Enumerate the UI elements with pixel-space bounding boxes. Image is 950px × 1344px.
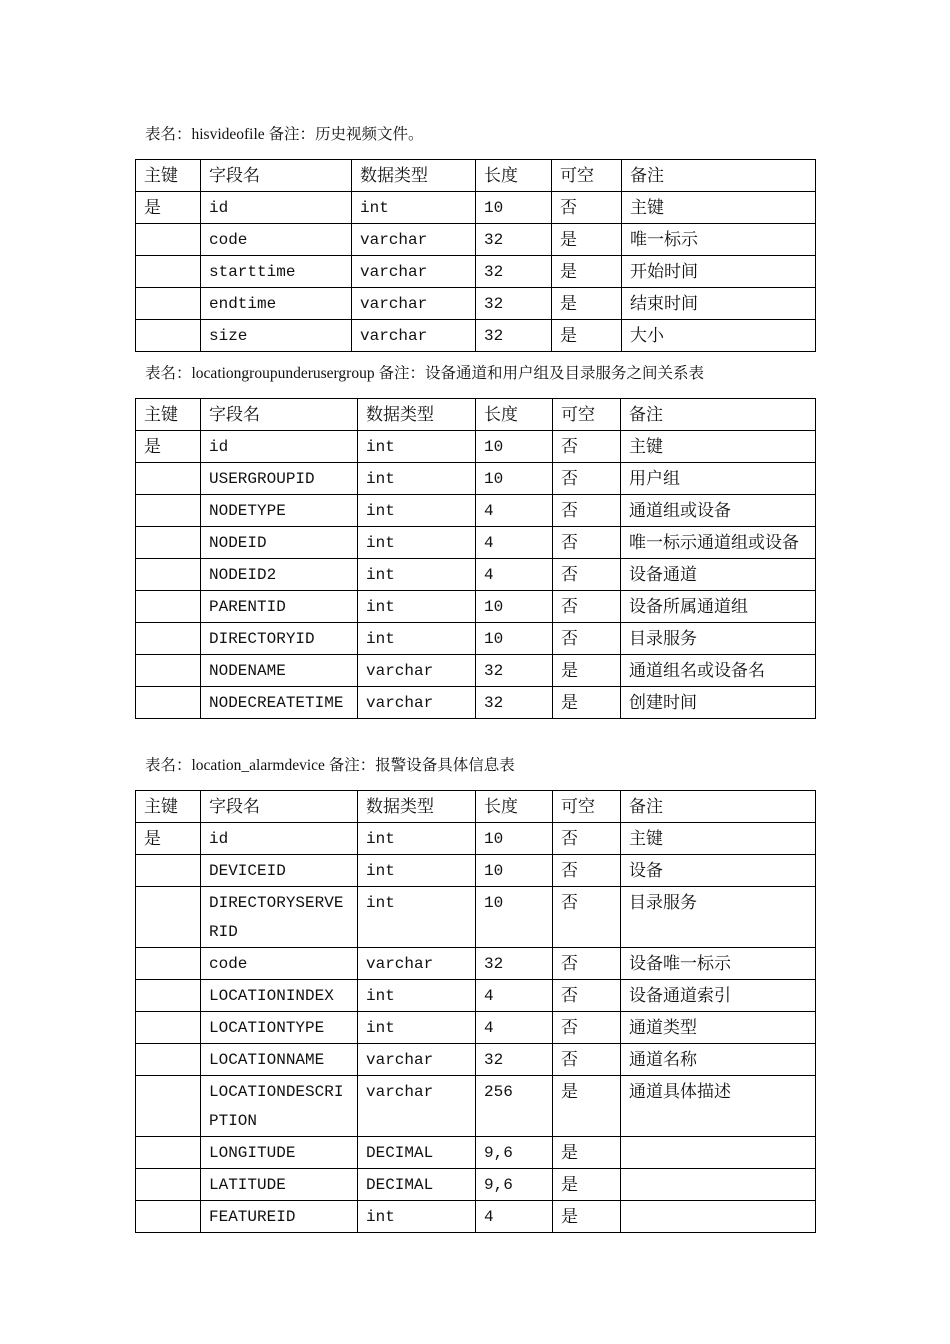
nullable-cell: 是 [553, 655, 621, 687]
data-type-cell: varchar [358, 948, 476, 980]
table-row [136, 948, 816, 980]
data-type-cell: int [358, 980, 476, 1012]
column-header: 主键 [136, 399, 201, 431]
header-row [136, 791, 816, 823]
table-row [136, 1044, 816, 1076]
column-header: 字段名 [201, 791, 358, 823]
length-cell: 10 [476, 823, 553, 855]
table-caption: 表名：hisvideofile 备注：历史视频文件。 [145, 126, 424, 143]
remark-cell: 大小 [622, 320, 816, 352]
primary-key-cell [136, 1169, 201, 1201]
table-row [136, 855, 816, 887]
data-type-cell: int [358, 431, 476, 463]
length-cell: 32 [476, 1044, 553, 1076]
column-header: 长度 [476, 399, 553, 431]
remark-cell: 开始时间 [622, 256, 816, 288]
nullable-cell: 否 [553, 463, 621, 495]
header-row [136, 160, 816, 192]
length-cell: 32 [476, 288, 552, 320]
primary-key-cell [136, 224, 201, 256]
field-name-cell: NODEID2 [201, 559, 358, 591]
data-type-cell: int [358, 495, 476, 527]
remark-cell: 通道组名或设备名 [621, 655, 816, 687]
field-name-cell: code [201, 948, 358, 980]
primary-key-cell [136, 591, 201, 623]
field-name-cell: LOCATIONNAME [201, 1044, 358, 1076]
length-cell: 4 [476, 495, 553, 527]
length-cell: 10 [476, 623, 553, 655]
length-cell: 256 [476, 1076, 553, 1137]
remark-cell [621, 1137, 816, 1169]
length-cell: 10 [476, 431, 553, 463]
field-name-cell: code [201, 224, 352, 256]
field-name-cell: id [201, 431, 358, 463]
remark-cell: 设备通道索引 [621, 980, 816, 1012]
primary-key-cell [136, 463, 201, 495]
length-cell: 10 [476, 855, 553, 887]
data-type-cell: varchar [358, 1044, 476, 1076]
table-row [136, 655, 816, 687]
remark-cell: 目录服务 [621, 623, 816, 655]
field-name-cell: DIRECTORYID [201, 623, 358, 655]
table-row [136, 256, 816, 288]
length-cell: 32 [476, 224, 552, 256]
primary-key-cell [136, 1012, 201, 1044]
data-type-cell: int [358, 623, 476, 655]
length-cell: 9,6 [476, 1137, 553, 1169]
primary-key-cell: 是 [136, 823, 201, 855]
field-name-cell: starttime [201, 256, 352, 288]
length-cell: 32 [476, 948, 553, 980]
nullable-cell: 否 [553, 1044, 621, 1076]
column-header: 可空 [553, 399, 621, 431]
nullable-cell: 否 [553, 980, 621, 1012]
data-type-cell: varchar [358, 1076, 476, 1137]
primary-key-cell: 是 [136, 431, 201, 463]
nullable-cell: 是 [552, 256, 622, 288]
field-name-cell: FEATUREID [201, 1201, 358, 1233]
table-row [136, 1169, 816, 1201]
nullable-cell: 否 [553, 855, 621, 887]
data-type-cell: varchar [358, 687, 476, 719]
primary-key-cell [136, 288, 201, 320]
length-cell: 4 [476, 980, 553, 1012]
primary-key-cell [136, 527, 201, 559]
data-type-cell: int [358, 527, 476, 559]
data-type-cell: int [358, 855, 476, 887]
table-row [136, 1076, 816, 1137]
table-row [136, 687, 816, 719]
field-name-cell: LONGITUDE [201, 1137, 358, 1169]
table-row [136, 623, 816, 655]
field-name-cell: LATITUDE [201, 1169, 358, 1201]
column-header: 可空 [552, 160, 622, 192]
nullable-cell: 否 [552, 192, 622, 224]
nullable-cell: 是 [553, 1201, 621, 1233]
field-name-cell: LOCATIONDESCRIPTION [201, 1076, 358, 1137]
field-name-cell: id [201, 192, 352, 224]
table-row [136, 320, 816, 352]
table-row [136, 224, 816, 256]
nullable-cell: 否 [553, 591, 621, 623]
length-cell: 32 [476, 687, 553, 719]
remark-cell: 结束时间 [622, 288, 816, 320]
data-type-cell: int [358, 591, 476, 623]
length-cell: 4 [476, 527, 553, 559]
field-name-cell: LOCATIONTYPE [201, 1012, 358, 1044]
table-row [136, 527, 816, 559]
nullable-cell: 是 [552, 288, 622, 320]
column-header: 数据类型 [352, 160, 476, 192]
nullable-cell: 否 [553, 623, 621, 655]
field-name-cell: LOCATIONINDEX [201, 980, 358, 1012]
table-row [136, 288, 816, 320]
nullable-cell: 是 [553, 687, 621, 719]
table-row [136, 495, 816, 527]
data-type-cell: varchar [352, 224, 476, 256]
data-type-cell: DECIMAL [358, 1137, 476, 1169]
data-type-cell: int [358, 463, 476, 495]
data-type-cell: int [358, 559, 476, 591]
remark-cell: 创建时间 [621, 687, 816, 719]
nullable-cell: 是 [553, 1137, 621, 1169]
schema-table [135, 159, 816, 352]
remark-cell: 设备所属通道组 [621, 591, 816, 623]
schema-table [135, 398, 816, 719]
length-cell: 10 [476, 591, 553, 623]
primary-key-cell [136, 855, 201, 887]
column-header: 主键 [136, 791, 201, 823]
field-name-cell: DEVICEID [201, 855, 358, 887]
length-cell: 32 [476, 655, 553, 687]
primary-key-cell [136, 1076, 201, 1137]
column-header: 备注 [622, 160, 816, 192]
nullable-cell: 否 [553, 887, 621, 948]
column-header: 主键 [136, 160, 201, 192]
data-type-cell: int [358, 1012, 476, 1044]
header-row [136, 399, 816, 431]
primary-key-cell [136, 655, 201, 687]
nullable-cell: 否 [553, 1012, 621, 1044]
column-header: 字段名 [201, 160, 352, 192]
nullable-cell: 是 [552, 224, 622, 256]
column-header: 长度 [476, 160, 552, 192]
remark-cell: 主键 [621, 431, 816, 463]
nullable-cell: 是 [552, 320, 622, 352]
table-row [136, 887, 816, 948]
nullable-cell: 是 [553, 1076, 621, 1137]
remark-cell: 设备通道 [621, 559, 816, 591]
field-name-cell: DIRECTORYSERVERID [201, 887, 358, 948]
field-name-cell: NODENAME [201, 655, 358, 687]
remark-cell: 唯一标示 [622, 224, 816, 256]
table-caption: 表名：location_alarmdevice 备注：报警设备具体信息表 [145, 757, 515, 774]
column-header: 可空 [553, 791, 621, 823]
schema-table [135, 790, 816, 1233]
remark-cell: 通道类型 [621, 1012, 816, 1044]
remark-cell: 唯一标示通道组或设备 [621, 527, 816, 559]
remark-cell: 主键 [622, 192, 816, 224]
column-header: 字段名 [201, 399, 358, 431]
primary-key-cell [136, 623, 201, 655]
nullable-cell: 否 [553, 559, 621, 591]
data-type-cell: int [352, 192, 476, 224]
data-type-cell: varchar [352, 288, 476, 320]
remark-cell: 设备唯一标示 [621, 948, 816, 980]
table-row [136, 1012, 816, 1044]
primary-key-cell [136, 495, 201, 527]
nullable-cell: 否 [553, 527, 621, 559]
table-row [136, 192, 816, 224]
nullable-cell: 是 [553, 1169, 621, 1201]
remark-cell: 通道名称 [621, 1044, 816, 1076]
field-name-cell: USERGROUPID [201, 463, 358, 495]
remark-cell: 目录服务 [621, 887, 816, 948]
primary-key-cell [136, 1201, 201, 1233]
remark-cell [621, 1169, 816, 1201]
data-type-cell: varchar [358, 655, 476, 687]
table-row [136, 980, 816, 1012]
length-cell: 4 [476, 1201, 553, 1233]
column-header: 长度 [476, 791, 553, 823]
field-name-cell: endtime [201, 288, 352, 320]
primary-key-cell [136, 1044, 201, 1076]
table-row [136, 463, 816, 495]
column-header: 数据类型 [358, 791, 476, 823]
length-cell: 32 [476, 320, 552, 352]
primary-key-cell [136, 687, 201, 719]
data-type-cell: varchar [352, 320, 476, 352]
data-type-cell: varchar [352, 256, 476, 288]
primary-key-cell [136, 887, 201, 948]
primary-key-cell [136, 559, 201, 591]
data-type-cell: int [358, 1201, 476, 1233]
remark-cell [621, 1201, 816, 1233]
field-name-cell: NODECREATETIME [201, 687, 358, 719]
remark-cell: 通道具体描述 [621, 1076, 816, 1137]
table-row [136, 431, 816, 463]
remark-cell: 通道组或设备 [621, 495, 816, 527]
primary-key-cell [136, 256, 201, 288]
table-row [136, 823, 816, 855]
field-name-cell: NODEID [201, 527, 358, 559]
primary-key-cell: 是 [136, 192, 201, 224]
nullable-cell: 否 [553, 431, 621, 463]
table-row [136, 559, 816, 591]
length-cell: 10 [476, 463, 553, 495]
table-row [136, 1137, 816, 1169]
length-cell: 9,6 [476, 1169, 553, 1201]
column-header: 备注 [621, 791, 816, 823]
remark-cell: 设备 [621, 855, 816, 887]
column-header: 数据类型 [358, 399, 476, 431]
column-header: 备注 [621, 399, 816, 431]
field-name-cell: id [201, 823, 358, 855]
length-cell: 4 [476, 559, 553, 591]
primary-key-cell [136, 948, 201, 980]
length-cell: 32 [476, 256, 552, 288]
length-cell: 10 [476, 887, 553, 948]
nullable-cell: 否 [553, 823, 621, 855]
remark-cell: 用户组 [621, 463, 816, 495]
remark-cell: 主键 [621, 823, 816, 855]
primary-key-cell [136, 1137, 201, 1169]
primary-key-cell [136, 980, 201, 1012]
length-cell: 4 [476, 1012, 553, 1044]
data-type-cell: int [358, 823, 476, 855]
primary-key-cell [136, 320, 201, 352]
length-cell: 10 [476, 192, 552, 224]
table-row [136, 1201, 816, 1233]
nullable-cell: 否 [553, 948, 621, 980]
field-name-cell: NODETYPE [201, 495, 358, 527]
field-name-cell: size [201, 320, 352, 352]
data-type-cell: DECIMAL [358, 1169, 476, 1201]
field-name-cell: PARENTID [201, 591, 358, 623]
nullable-cell: 否 [553, 495, 621, 527]
table-caption: 表名：locationgroupunderusergroup 备注：设备通道和用户组及目录服务之间关系表 [145, 365, 704, 382]
table-row [136, 591, 816, 623]
data-type-cell: int [358, 887, 476, 948]
